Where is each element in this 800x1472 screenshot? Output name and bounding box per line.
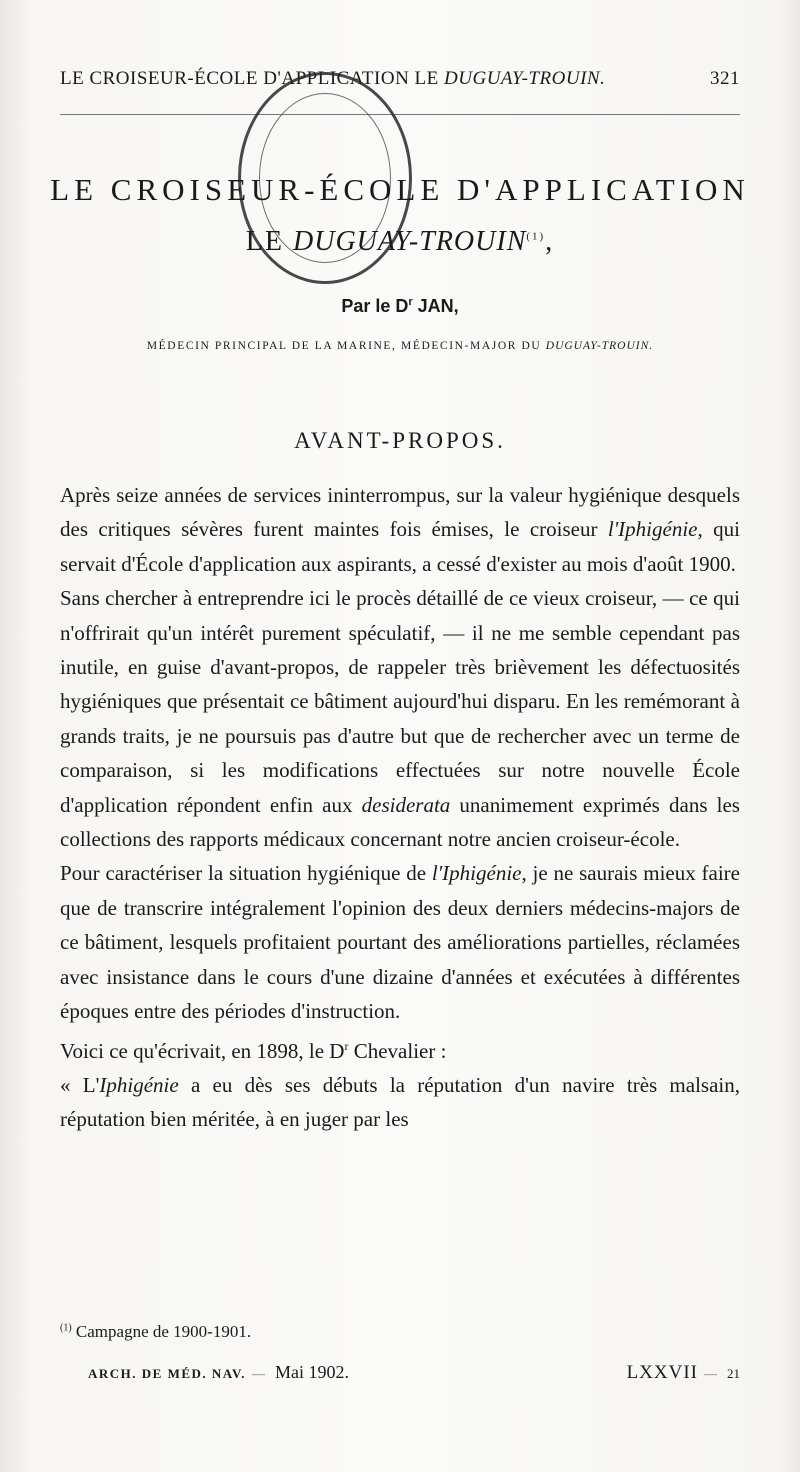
author-prefix: Par le D — [341, 296, 409, 316]
journal-footer — [88, 1362, 740, 1384]
article-subtitle-prefix: LE — [245, 226, 293, 257]
paragraph-text: a eu dès ses débuts la réputation d'un navire très malsain, réputation bien méritée, à en juger par les — [60, 1072, 740, 1132]
italic-text: Iphigénie — [99, 1072, 179, 1097]
paragraph-text: Chevalier : — [348, 1038, 447, 1063]
section-heading: AVANT-PROPOS. — [294, 428, 506, 453]
author-title-sup: r — [408, 296, 413, 308]
page-number: 321 — [710, 68, 740, 89]
article-subtitle-ship: DUGUAY-TROUIN — [293, 226, 527, 257]
article-title: LE CROISEUR-ÉCOLE D'APPLICATION — [50, 172, 750, 207]
running-head — [60, 68, 740, 90]
article-subtitle — [0, 226, 800, 258]
signature-mark: 21 — [727, 1366, 740, 1381]
footnote-ref: (1) — [526, 230, 546, 243]
footnote-mark: (1) — [60, 1322, 72, 1334]
running-head-text: LE CROISEUR-ÉCOLE D'APPLICATION LE — [60, 68, 439, 89]
paragraph-text: Pour caractériser la situation hygiénique de — [60, 861, 432, 886]
paragraph-text: , qui servait d'École d'application aux aspirants, a cessé d'exister au mois d'août 1900. — [60, 517, 740, 576]
paragraph-text: Voici ce qu'écrivait, en 1898, le D — [60, 1038, 345, 1063]
author-line — [0, 296, 800, 317]
footnote — [60, 1322, 251, 1342]
italic-text: l'Iphigénie — [431, 861, 522, 886]
issue-date: Mai 1902. — [274, 1362, 349, 1382]
paragraph-text: Après seize années de services ininterrompus, sur la valeur hygiénique desquels des critiques sévères furent maintes fois émises, le croiseur — [60, 483, 740, 542]
separator-dash: — — [704, 1366, 717, 1381]
author-affiliation — [0, 340, 800, 352]
volume-number: LXXVII — [626, 1362, 698, 1383]
running-head-ship: DUGUAY-TROUIN. — [444, 68, 606, 89]
author-name: JAN, — [412, 296, 459, 316]
journal-name: ARCH. DE MÉD. NAV. — [88, 1366, 246, 1381]
body-paragraph — [60, 1068, 740, 1137]
superscript-text: r — [344, 1038, 349, 1053]
italic-text: l'Iphigénie — [607, 517, 698, 542]
body-paragraph — [60, 581, 740, 856]
body-paragraph — [60, 856, 740, 1028]
italic-text: desiderata — [361, 792, 451, 817]
paragraph-text: « L' — [60, 1072, 100, 1097]
affiliation-text: MÉDECIN PRINCIPAL DE LA MARINE, MÉDECIN-MAJOR DU — [146, 340, 546, 352]
article-subtitle-suffix: , — [545, 226, 555, 257]
footnote-text: Campagne de 1900-1901. — [71, 1322, 252, 1341]
paragraph-text: unanimement exprimés dans les collections des rapports médicaux concernant notre ancien croiseur-école. — [60, 792, 740, 852]
header-rule — [60, 114, 740, 115]
body-text — [60, 478, 740, 1137]
separator-dash: — — [251, 1366, 265, 1381]
paragraph-text: Sans chercher à entreprendre ici le procès détaillé de ce vieux croiseur, — ce qui n'offrirait qu'un intérêt purement spéculatif, — il ne me semble cependant pas inutile, en guise d'avant-propos, de rappeler très brièvement les défectuosités hygiéniques que présentait ce bâtiment aujourd'hui disparu. En les remémorant à grands traits, je ne poursuis pas d'autre but que de rechercher avec un terme de comparaison, si les modifications effectuées sur notre nouvelle École d'application répondent enfin aux — [60, 586, 740, 817]
body-paragraph — [60, 478, 740, 581]
paragraph-text: , je ne saurais mieux faire que de transcrire intégralement l'opinion des deux derniers médecins-majors de ce bâtiment, lesquels profitaient pourtant des améliorations partielles, réclamées avec insistance dans le cours d'une dizaine d'années et exécutées à différentes époques entre des périodes d'instruction. — [60, 861, 740, 1024]
body-paragraph — [60, 1029, 740, 1068]
affiliation-ship: DUGUAY-TROUIN. — [545, 340, 654, 352]
